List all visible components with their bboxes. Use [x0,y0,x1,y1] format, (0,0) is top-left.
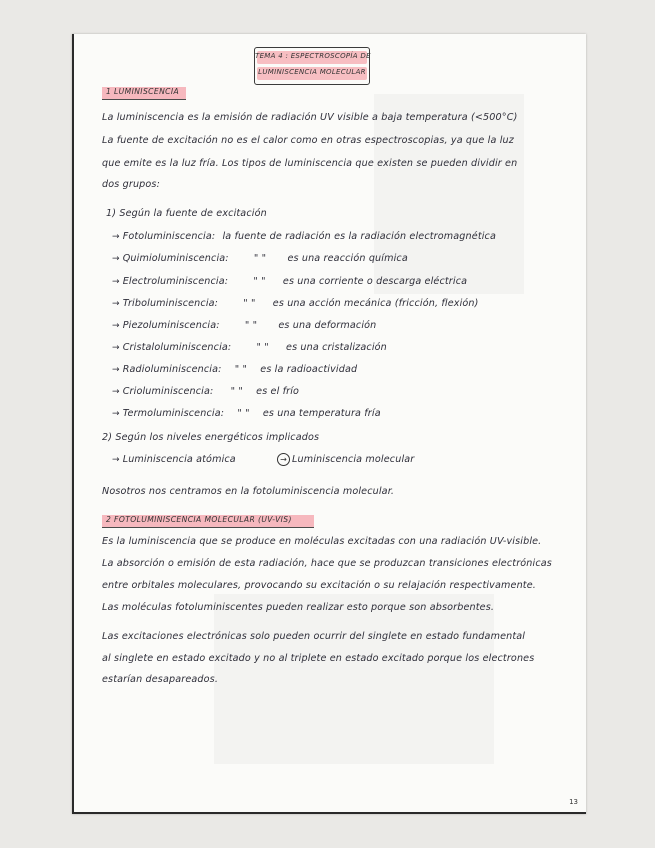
page-number: 13 [569,798,578,806]
page-title-line2: LUMINISCENCIA MOLECULAR [258,68,366,76]
arrow-icon: → [112,365,120,375]
section1-paragraph-line: dos grupos: [102,179,160,190]
section1-heading: 1 LUMINISCENCIA [102,87,186,100]
group2-title: 2) Según los niveles energéticos implicados [102,432,320,443]
list-item: → Triboluminiscencia: " " es una acción mecánica (fricción, flexión) [112,298,479,309]
list-item: → Fotoluminiscencia: la fuente de radiación es la radiación electromagnética [112,231,497,242]
list-item: → Electroluminiscencia: " " es una corriente o descarga eléctrica [112,276,468,287]
arrow-icon: → [112,409,120,419]
section2-line: Las excitaciones electrónicas solo pueden ocurrir del singlete en estado fundamental [102,631,526,642]
arrow-icon: → [112,321,120,331]
list-item: → Crioluminiscencia: " " es el frío [112,386,300,397]
arrow-icon: → [112,232,120,242]
list-item: → Quimioluminiscencia: " " es una reacción química [112,253,408,264]
arrow-icon: → [112,455,120,465]
section1-closing: Nosotros nos centramos en la fotoluminiscencia molecular. [102,486,395,497]
section1-paragraph-line: La fuente de excitación no es el calor como en otras espectroscopias, ya que la luz [102,135,514,146]
section2-line: Las moléculas fotoluminiscentes pueden realizar esto porque son absorbentes. [102,602,495,613]
page-title-line1: TEMA 4 : ESPECTROSCOPÍA DE [255,52,371,60]
show-through-shadow [374,94,524,294]
group2-option-molecular: Luminiscencia molecular [292,454,415,465]
arrow-icon: → [112,277,120,287]
list-item: → Piezoluminiscencia: " " es una deformación [112,320,377,331]
arrow-icon: → [112,387,120,397]
arrow-icon: → [112,343,120,353]
list-item: → Termoluminiscencia: " " es una temperatura fría [112,408,381,419]
section1-paragraph-line: que emite es la luz fría. Los tipos de luminiscencia que existen se pueden dividir en [102,158,518,169]
page-title-box [254,47,370,85]
arrow-icon: → [112,299,120,309]
section2-line: estarían desapareados. [102,674,219,685]
section2-line: La absorción o emisión de esta radiación, hace que se produzcan transiciones electrónicas [102,558,552,569]
show-through-shadow [214,594,494,764]
section2-line: al singlete en estado excitado y no al triplete en estado excitado porque los electrones [102,653,535,664]
section2-line: entre orbitales moleculares, provocando su excitación o su relajación respectivamente. [102,580,536,591]
section1-paragraph-line: La luminiscencia es la emisión de radiación UV visible a baja temperatura (<500°C) [102,112,518,123]
arrow-icon: → [112,254,120,264]
group2-option-atomic: → Luminiscencia atómica [112,454,236,465]
list-item: → Radioluminiscencia: " " es la radioactividad [112,364,358,375]
section2-heading: 2 FOTOLUMINISCENCIA MOLECULAR (UV-VIS) [102,515,314,528]
circled-arrow-icon: → [277,453,290,466]
list-item: → Cristaloluminiscencia: " " es una cristalización [112,342,387,353]
notebook-page [72,34,586,814]
group1-title: 1) Según la fuente de excitación [106,208,267,219]
section2-line: Es la luminiscencia que se produce en moléculas excitadas con una radiación UV-visible. [102,536,542,547]
